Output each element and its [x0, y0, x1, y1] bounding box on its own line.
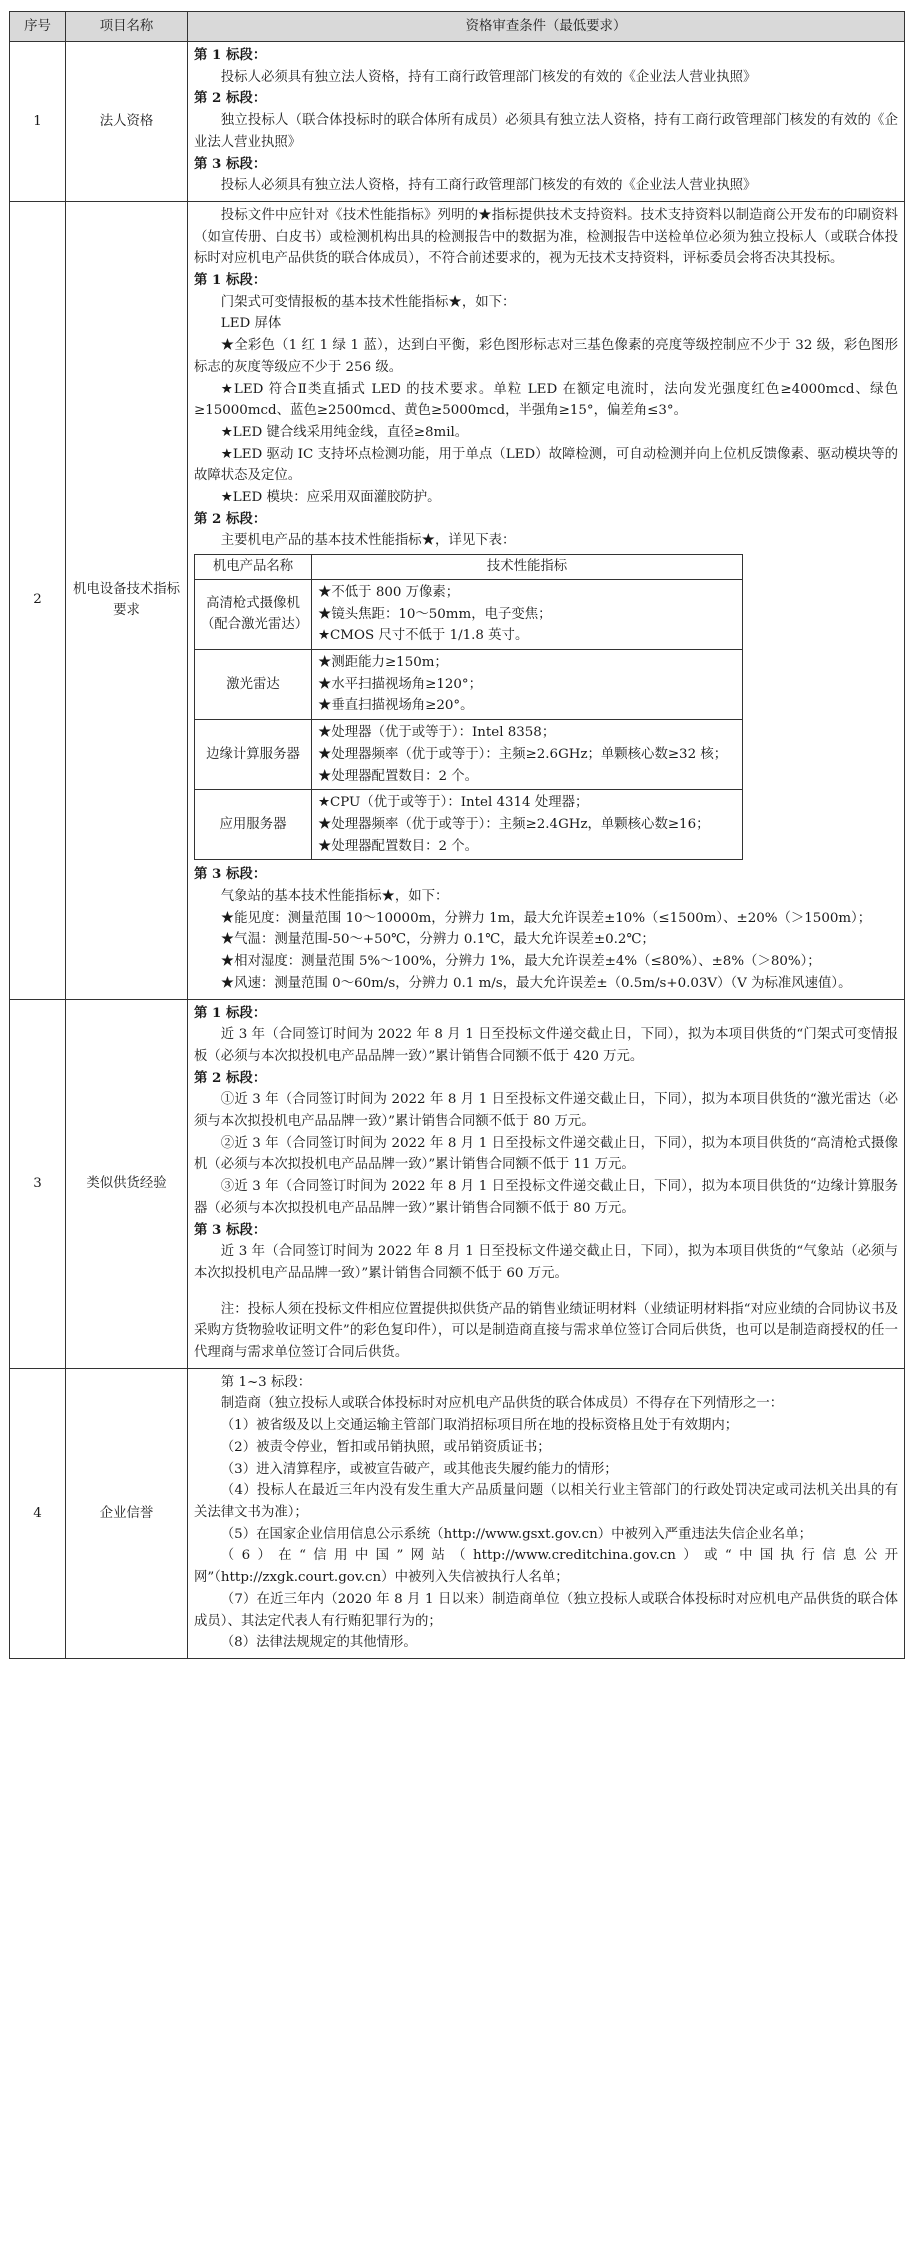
spec-line: ★CMOS 尺寸不低于 1/1.8 英寸。: [318, 628, 529, 644]
product-name: 边缘计算服务器: [195, 720, 312, 790]
product-name: 应用服务器: [195, 790, 312, 860]
lot-title: 第 3 标段：: [194, 866, 267, 883]
lot-title: 第 3 标段：: [194, 155, 267, 172]
table-row: [10, 999, 905, 1368]
product-specs: [312, 649, 743, 719]
conditions-cell: [188, 1368, 905, 1658]
spec-line: ★不低于 800 万像素；: [318, 584, 460, 600]
list-item: （4）投标人在最近三年内没有发生重大产品质量问题（以相关行业主管部门的行政处罚决定或司法机关出具的有关法律文书为准）；: [194, 1483, 898, 1520]
row-number: 4: [10, 1368, 66, 1658]
paragraph: 近 3 年（合同签订时间为 2022 年 8 月 1 日至投标文件递交截止日，下同），拟为本项目供货的“门架式可变情报板（必须与本次拟投机电产品品牌一致）”累计销售合同额不低于 420 万元。: [194, 1027, 898, 1064]
conditions-cell: [188, 201, 905, 999]
lot-title: 第 2 标段：: [194, 90, 267, 107]
header-item-name: 项目名称: [66, 12, 188, 42]
item-name: 类似供货经验: [66, 999, 188, 1368]
header-conditions: 资格审查条件（最低要求）: [188, 12, 905, 42]
spec-header-indicators: 技术性能指标: [312, 555, 743, 580]
list-item: （3）进入清算程序，或被宣告破产，或其他丧失履约能力的情形；: [220, 1461, 618, 1477]
table-row: [10, 42, 905, 202]
list-item: （8）法律法规规定的其他情形。: [220, 1635, 417, 1651]
paragraph: 独立投标人（联合体投标时的联合体所有成员）必须具有独立法人资格，持有工商行政管理部门核发的有效的《企业法人营业执照》: [194, 113, 898, 150]
paragraph: 投标人必须具有独立法人资格，持有工商行政管理部门核发的有效的《企业法人营业执照》: [220, 178, 757, 194]
product-specs: [312, 579, 743, 649]
product-name: 激光雷达: [195, 649, 312, 719]
lot-title: 第 1~3 标段：: [220, 1374, 312, 1390]
spec-line: ★水平扫描视场角≥120°；: [318, 676, 482, 692]
list-item: （2）被责令停业，暂扣或吊销执照，或吊销资质证书；: [220, 1439, 551, 1455]
conditions-cell: [188, 999, 905, 1368]
paragraph: 近 3 年（合同签订时间为 2022 年 8 月 1 日至投标文件递交截止日，下同），拟为本项目供货的“气象站（必须与本次拟投机电产品品牌一致）”累计销售合同额不低于 60 万元。: [194, 1244, 898, 1281]
list-item: （1）被省级及以上交通运输主管部门取消招标项目所在地的投标资格且处于有效期内；: [220, 1418, 739, 1434]
item-name: 企业信誉: [66, 1368, 188, 1658]
spec-line: ★处理器频率（优于或等于）：主频≥2.6GHz；单颗核心数≥32 核；: [318, 746, 728, 762]
spec-line: ★镜头焦距：10～50mm，电子变焦；: [318, 606, 552, 622]
spec-header-row: [195, 555, 743, 580]
conditions-cell: [188, 42, 905, 202]
paragraph: ②近 3 年（合同签订时间为 2022 年 8 月 1 日至投标文件递交截止日，下同），拟为本项目供货的“高清枪式摄像机（必须与本次拟投机电产品品牌一致）”累计销售合同额不低于 11 万元。: [194, 1135, 898, 1173]
paragraph: ①近 3 年（合同签订时间为 2022 年 8 月 1 日至投标文件递交截止日，下同），拟为本项目供货的“激光雷达（必须与本次拟投机电产品品牌一致）”累计销售合同额不低于 80 万元。: [194, 1092, 898, 1130]
paragraph: ★LED 驱动 IC 支持坏点检测功能，用于单点（LED）故障检测，可自动检测并向上位机反馈像素、驱动模块等的故障状态及定位。: [194, 446, 898, 484]
lot-title: 第 2 标段：: [194, 1069, 267, 1086]
paragraph: 门架式可变情报板的基本技术性能指标★，如下：: [220, 294, 516, 310]
lot-title: 第 3 标段：: [194, 1221, 267, 1238]
paragraph: 投标人必须具有独立法人资格，持有工商行政管理部门核发的有效的《企业法人营业执照》: [220, 69, 757, 85]
paragraph: ★相对湿度：测量范围 5%～100%，分辨力 1%，最大允许误差±4%（≤80%）、±8%（＞80%）；: [220, 954, 821, 970]
paragraph: ★LED 键合线采用纯金线，直径≥8mil。: [220, 424, 469, 440]
spec-line: ★测距能力≥150m；: [318, 654, 448, 670]
paragraph: ★风速：测量范围 0～60m/s，分辨力 0.1 m/s，最大允许误差±（0.5m/s+0.03V）（V 为标准风速值）。: [220, 975, 852, 991]
paragraph: LED 屏体: [220, 316, 282, 332]
lot-title: 第 1 标段：: [194, 1004, 267, 1021]
spec-row: [195, 579, 743, 649]
lot-title: 第 1 标段：: [194, 272, 267, 289]
paragraph: ★LED 模块：应采用双面灌胶防护。: [220, 490, 441, 506]
spec-line: ★处理器配置数目：2 个。: [318, 838, 479, 854]
paragraph: ★全彩色（1 红 1 绿 1 蓝），达到白平衡，彩色图形标志对三基色像素的亮度等级控制应不少于 32 级，彩色图形标志的灰度等级应不少于 256 级。: [194, 338, 898, 375]
product-spec-table: [194, 554, 743, 860]
row-number: 1: [10, 42, 66, 202]
paragraph: 主要机电产品的基本技术性能指标★，详见下表：: [220, 533, 516, 549]
lot-title: 第 2 标段：: [194, 510, 267, 527]
paragraph: ★气温：测量范围-50～+50℃，分辨力 0.1℃，最大允许误差±0.2℃；: [220, 932, 655, 948]
list-item: （5）在国家企业信用信息公示系统（http://www.gsxt.gov.cn）中被列入严重违法失信企业名单；: [220, 1526, 812, 1542]
paragraph: ★能见度：测量范围 10～10000m，分辨力 1m，最大允许误差±10%（≤1500m）、±20%（＞1500m）；: [220, 910, 872, 926]
spec-line: ★垂直扫描视场角≥20°。: [318, 698, 474, 714]
product-specs: [312, 720, 743, 790]
list-item: （7）在近三年内（2020 年 8 月 1 日以来）制造商单位（独立投标人或联合体投标时对应机电产品供货的联合体成员）、其法定代表人有行贿犯罪行为的；: [194, 1591, 898, 1629]
paragraph: 气象站的基本技术性能指标★，如下：: [220, 889, 449, 905]
spec-row: [195, 649, 743, 719]
table-row: [10, 1368, 905, 1658]
row-number: 3: [10, 999, 66, 1368]
paragraph: ★LED 符合Ⅱ类直插式 LED 的技术要求。单粒 LED 在额定电流时，法向发光强度红色≥4000mcd、绿色≥15000mcd、蓝色≥2500mcd、黄色≥5000mcd，半强角≥15°，偏差角≤3°。: [194, 381, 898, 419]
product-name: 高清枪式摄像机（配合激光雷达）: [195, 579, 312, 649]
row-number: 2: [10, 201, 66, 999]
paragraph: ③近 3 年（合同签订时间为 2022 年 8 月 1 日至投标文件递交截止日，下同），拟为本项目供货的“边缘计算服务器（必须与本次拟投机电产品品牌一致）”累计销售合同额不低于 80 万元。: [194, 1179, 898, 1216]
paragraph: 投标文件中应针对《技术性能指标》列明的★指标提供技术支持资料。技术支持资料以制造商公开发布的印刷资料（如宣传册、白皮书）或检测机构出具的检测报告中的数据为准，检测报告中送检单位必须为独立投标人（或联合体投标时对应机电产品供货的联合体成员），不符合前述要求的，视为无技术支持资料，评标委员会将否决其投标。: [194, 207, 898, 267]
list-item: （6）在“信用中国”网站（http://www.creditchina.gov.cn）或“中国执行信息公开网”（http://zxgk.court.gov.cn）中被列入失信被执行人名单；: [194, 1548, 898, 1586]
lot-title: 第 1 标段：: [194, 47, 267, 63]
table-row: [10, 201, 905, 999]
spec-line: ★处理器频率（优于或等于）：主频≥2.4GHz，单颗核心数≥16；: [318, 816, 710, 832]
spec-line: ★CPU（优于或等于）：Intel 4314 处理器；: [318, 795, 589, 811]
item-name: 法人资格: [66, 42, 188, 202]
paragraph: 制造商（独立投标人或联合体投标时对应机电产品供货的联合体成员）不得存在下列情形之一：: [220, 1396, 784, 1412]
spec-header-product: 机电产品名称: [195, 555, 312, 580]
spec-line: ★处理器（优于或等于）：Intel 8358；: [318, 725, 556, 741]
qualification-table: [9, 11, 905, 1659]
header-no: 序号: [10, 12, 66, 42]
item-name: 机电设备技术指标要求: [66, 201, 188, 999]
product-specs: [312, 790, 743, 860]
spec-row: [195, 720, 743, 790]
note-paragraph: 注：投标人须在投标文件相应位置提供拟供货产品的销售业绩证明材料（业绩证明材料指“对应业绩的合同协议书及采购方货物验收证明文件”的彩色复印件），可以是制造商直接与需求单位签订合同后供货，也可以是制造商授权的任一代理商与需求单位签订合同后供货。: [194, 1301, 898, 1361]
spec-line: ★处理器配置数目：2 个。: [318, 768, 479, 784]
spacer: [194, 1285, 898, 1299]
header-row: [10, 12, 905, 42]
spec-row: [195, 790, 743, 860]
